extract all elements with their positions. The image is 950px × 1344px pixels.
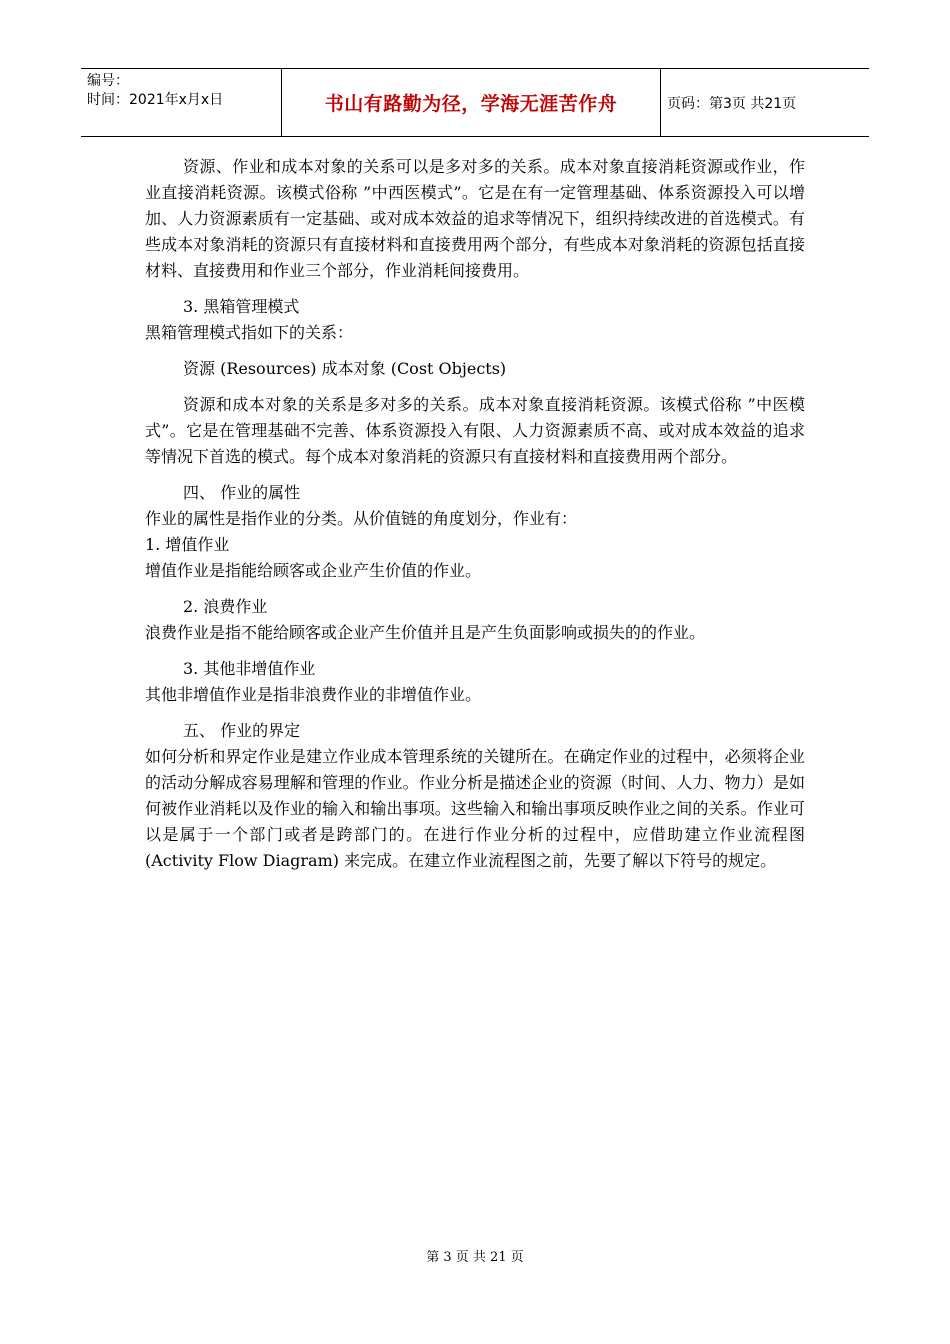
subsection-heading: 2. 浪费作业 <box>183 597 268 616</box>
document-number-label: 编号： <box>87 73 129 89</box>
section-heading: 3. 黑箱管理模式 <box>183 297 300 316</box>
header-page-cell <box>661 69 869 136</box>
paragraph: 浪费作业是指不能给顾客或企业产生价值并且是产生负面影响或损失的的作业。 <box>145 623 706 642</box>
paragraph: 增值作业是指能给顾客或企业产生价值的作业。 <box>145 561 482 580</box>
document-body <box>145 154 805 874</box>
paragraph: 如何分析和界定作业是建立作业成本管理系统的关键所在。在确定作业的过程中，必须将企业的活动分解成容易理解和管理的作业。作业分析是描述企业的资源（时间、人力、物力）是如何被作业消耗以及作业的输入和输出事项。这些输入和输出事项反映作业之间的关系。作业可以是属于一个部门或者是跨部门的。在进行作业分析的过程中，应借助建立作业流程图 (Activity Flow Diagram) 来完成。在建立作业流程图之前，先要了解以下符号的规定。 <box>145 747 805 870</box>
paragraph: 资源 (Resources) 成本对象 (Cost Objects) <box>183 359 507 378</box>
paragraph: 资源和成本对象的关系是多对多的关系。成本对象直接消耗资源。该模式俗称 ”中医模式”。它是在管理基础不完善、体系资源投入有限、人力资源素质不高、或对成本效益的追求等情况下首选的模式。每个成本对象消耗的资源只有直接材料和直接费用两个部分。 <box>145 395 805 466</box>
header-motto: 书山有路勤为径，学海无涯苦作舟 <box>324 93 618 115</box>
section-heading: 四、 作业的属性 <box>183 483 301 502</box>
section-heading: 五、 作业的界定 <box>183 721 301 740</box>
paragraph: 资源、作业和成本对象的关系可以是多对多的关系。成本对象直接消耗资源或作业，作业直接消耗资源。该模式俗称 ”中西医模式”。它是在有一定管理基础、体系资源投入可以增加、人力资源素质有一定基础、或对成本效益的追求等情况下，组织持续改进的首选模式。有些成本对象消耗的资源只有直接材料和直接费用两个部分，有些成本对象消耗的资源包括直接材料、直接费用和作业三个部分，作业消耗间接费用。 <box>145 157 805 280</box>
subsection-heading: 3. 其他非增值作业 <box>183 659 316 678</box>
header-page-number: 页码：第3页 共21页 <box>667 95 797 112</box>
paragraph: 黑箱管理模式指如下的关系： <box>145 323 354 342</box>
subsection-heading: 1. 增值作业 <box>145 535 230 554</box>
paragraph: 其他非增值作业是指非浪费作业的非增值作业。 <box>145 685 482 704</box>
page-footer: 第 3 页 共 21 页 <box>426 1250 524 1265</box>
paragraph: 作业的属性是指作业的分类。从价值链的角度划分，作业有： <box>145 509 578 528</box>
document-time-label: 时间：2021年x月x日 <box>87 92 224 108</box>
page-header <box>81 68 869 137</box>
header-motto-cell <box>282 69 661 136</box>
header-info-cell <box>81 69 282 136</box>
